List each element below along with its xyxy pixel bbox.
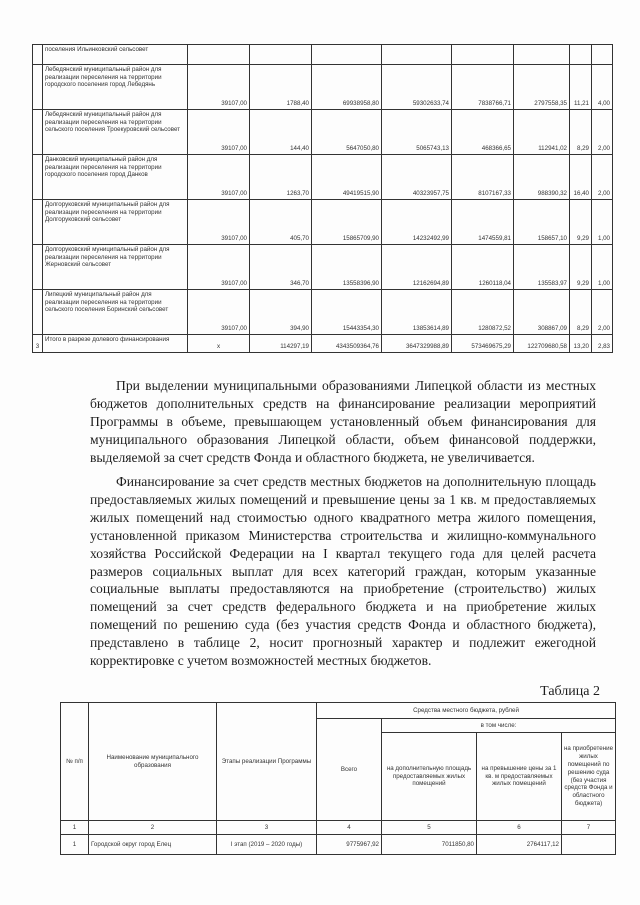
cell-region: 7838766,71 xyxy=(452,65,514,110)
header-extra-area: на дополнительную площадь предоставляемых жилых помещений xyxy=(382,733,477,821)
row-index xyxy=(33,110,43,155)
header-local-budget: Средства местного бюджета, рублей xyxy=(317,703,616,719)
row-name: Итого в разрезе долевого финансирования xyxy=(43,335,188,353)
cell-area: 405,70 xyxy=(250,200,312,245)
cell-local xyxy=(514,45,570,65)
row-index xyxy=(33,65,43,110)
cell-region: 468366,65 xyxy=(452,110,514,155)
cell-share-local: 4,00 xyxy=(592,65,613,110)
table-number-row xyxy=(61,821,616,835)
row-name: Долгоруковский муниципальный район для реализации переселения на территории Жерновский сельсовет xyxy=(43,245,188,290)
cell-price: 39107,00 xyxy=(188,200,250,245)
header-name: Наименование муниципального образования xyxy=(89,703,217,821)
cell-share-region: 9,29 xyxy=(570,245,592,290)
row-name: Лебедянский муниципальный район для реализации переселения на территории городского поселения город Лебедянь xyxy=(43,65,188,110)
cell-fund: 12162694,89 xyxy=(382,245,452,290)
header-including: в том числе: xyxy=(382,719,616,733)
cell-price: х xyxy=(188,335,250,353)
col-number: 6 xyxy=(477,821,562,835)
row-number: 1 xyxy=(61,835,89,855)
row-index xyxy=(33,200,43,245)
cell-share-local: 1,00 xyxy=(592,200,613,245)
cell-share-local: 2,00 xyxy=(592,155,613,200)
header-stage: Этапы реализации Программы xyxy=(217,703,317,821)
cell-area: 346,70 xyxy=(250,245,312,290)
paragraph-funding-limit: При выделении муниципальными образованиями Липецкой области из местных бюджетов дополнительных средств на финансирование реализации мероприятий Программы в объеме, превышающем установленный объем финансирования для муниципального образования Липецкой области, объем финансовой поддержки, выделяемой за счет средств Фонда и областного бюджета, не увеличивается. xyxy=(90,378,596,465)
cell-area: 394,90 xyxy=(250,290,312,335)
cell-price: 39107,00 xyxy=(188,65,250,110)
cell-fund: 13853614,89 xyxy=(382,290,452,335)
row-extra-area: 7011850,80 xyxy=(382,835,477,855)
cell-fund: 3647329988,89 xyxy=(382,335,452,353)
cell-price: 39107,00 xyxy=(188,245,250,290)
row-index: 3 xyxy=(33,335,43,353)
cell-price: 39107,00 xyxy=(188,290,250,335)
cell-local: 158657,10 xyxy=(514,200,570,245)
header-total: Всего xyxy=(317,719,382,821)
row-name: Лебедянский муниципальный район для реализации переселения на территории сельского поселения Троекуровский сельсовет xyxy=(43,110,188,155)
row-court xyxy=(562,835,616,855)
row-index xyxy=(33,245,43,290)
col-number: 5 xyxy=(382,821,477,835)
table-row xyxy=(61,835,616,855)
cell-total: 49419515,90 xyxy=(312,155,382,200)
row-stage: I этап (2019 – 2020 годы) xyxy=(217,835,317,855)
table-total-row xyxy=(33,335,613,353)
header-number: № п/п xyxy=(61,703,89,821)
cell-share-local: 2,83 xyxy=(592,335,613,353)
col-number: 3 xyxy=(217,821,317,835)
cell-fund: 40323957,75 xyxy=(382,155,452,200)
row-index xyxy=(33,45,43,65)
cell-price: 39107,00 xyxy=(188,155,250,200)
cell-region: 1474559,81 xyxy=(452,200,514,245)
table-row xyxy=(33,200,613,245)
table-row xyxy=(33,65,613,110)
cell-local: 308867,09 xyxy=(514,290,570,335)
row-name: Долгоруковский муниципальный район для реализации переселения на территории Долгоруковский сельсовет xyxy=(43,200,188,245)
cell-fund: 5065743,13 xyxy=(382,110,452,155)
col-number: 7 xyxy=(562,821,616,835)
cell-share-local: 1,00 xyxy=(592,245,613,290)
cell-local: 122709680,58 xyxy=(514,335,570,353)
cell-region xyxy=(452,45,514,65)
cell-fund: 14232492,99 xyxy=(382,200,452,245)
cell-local: 2797558,35 xyxy=(514,65,570,110)
table-row xyxy=(33,155,613,200)
cell-share-region: 11,21 xyxy=(570,65,592,110)
cell-fund xyxy=(382,45,452,65)
paragraph-local-budget-funding: Финансирование за счет средств местных бюджетов на дополнительную площадь предоставляемых жилых помещений и превышение цены за 1 кв. м предоставляемых жилых помещений над стоимостью одного квадратного метра жилого помещения, установленной приказом Министерства строительства и жилищно-коммунального хозяйства Российской Федерации на I квартал текущего года для целей расчета размеров социальных выплат для всех категорий граждан, которым указанные социальные выплаты предоставляются на приобретение (строительство) жилых помещений за счет средств федерального бюджета и на приобретение жилых помещений по решению суда (без участия средств Фонда и областного бюджета), представлено в таблице 2, носит прогнозный характер и подлежит ежегодной корректировке с учетом возможностей местных бюджетов. xyxy=(90,474,596,669)
col-number: 2 xyxy=(89,821,217,835)
cell-region: 573469675,29 xyxy=(452,335,514,353)
row-name: поселения Ильинковский сельсовет xyxy=(43,45,188,65)
table-caption: Таблица 2 xyxy=(540,684,600,699)
cell-total: 4343509364,76 xyxy=(312,335,382,353)
table-row xyxy=(33,245,613,290)
cell-local: 112941,02 xyxy=(514,110,570,155)
header-court: на приобретение жилых помещений по решению суда (без участия средств Фонда и областного бюджета) xyxy=(562,733,616,821)
header-excess-price: на превышение цены за 1 кв. м предоставляемых жилых помещений xyxy=(477,733,562,821)
cell-region: 8107167,33 xyxy=(452,155,514,200)
cell-area: 114297,19 xyxy=(250,335,312,353)
cell-total: 5647050,80 xyxy=(312,110,382,155)
cell-share-region: 9,29 xyxy=(570,200,592,245)
cell-share-region: 8,29 xyxy=(570,290,592,335)
cell-area: 1263,70 xyxy=(250,155,312,200)
col-number: 4 xyxy=(317,821,382,835)
top-table xyxy=(32,44,613,353)
cell-share-region xyxy=(570,45,592,65)
cell-share-local: 2,00 xyxy=(592,290,613,335)
cell-local: 135583,97 xyxy=(514,245,570,290)
cell-share-local xyxy=(592,45,613,65)
table-row xyxy=(33,290,613,335)
cell-area xyxy=(250,45,312,65)
cell-fund: 59302633,74 xyxy=(382,65,452,110)
cell-total: 13558396,90 xyxy=(312,245,382,290)
cell-region: 1280872,52 xyxy=(452,290,514,335)
cell-price: 39107,00 xyxy=(188,110,250,155)
cell-price xyxy=(188,45,250,65)
table-row xyxy=(33,45,613,65)
cell-share-region: 8,29 xyxy=(570,110,592,155)
cell-total: 15443354,30 xyxy=(312,290,382,335)
row-name: Липецкий муниципальный район для реализации переселения на территории сельского поселения Боринский сельсовет xyxy=(43,290,188,335)
cell-share-region: 13,20 xyxy=(570,335,592,353)
table-row xyxy=(33,110,613,155)
cell-total xyxy=(312,45,382,65)
cell-area: 144,40 xyxy=(250,110,312,155)
cell-share-local: 2,00 xyxy=(592,110,613,155)
cell-area: 1788,40 xyxy=(250,65,312,110)
col-number: 1 xyxy=(61,821,89,835)
row-name: Данковский муниципальный район для реализации переселения на территории городского поселения город Данков xyxy=(43,155,188,200)
cell-local: 988390,32 xyxy=(514,155,570,200)
row-excess-price: 2764117,12 xyxy=(477,835,562,855)
row-index xyxy=(33,290,43,335)
row-total: 9775967,92 xyxy=(317,835,382,855)
cell-region: 1260118,04 xyxy=(452,245,514,290)
table-header-row xyxy=(61,703,616,719)
cell-total: 69938958,80 xyxy=(312,65,382,110)
local-budget-table xyxy=(60,702,616,855)
row-name: Городской округ город Елец xyxy=(89,835,217,855)
row-index xyxy=(33,155,43,200)
cell-share-region: 16,40 xyxy=(570,155,592,200)
cell-total: 15865709,90 xyxy=(312,200,382,245)
